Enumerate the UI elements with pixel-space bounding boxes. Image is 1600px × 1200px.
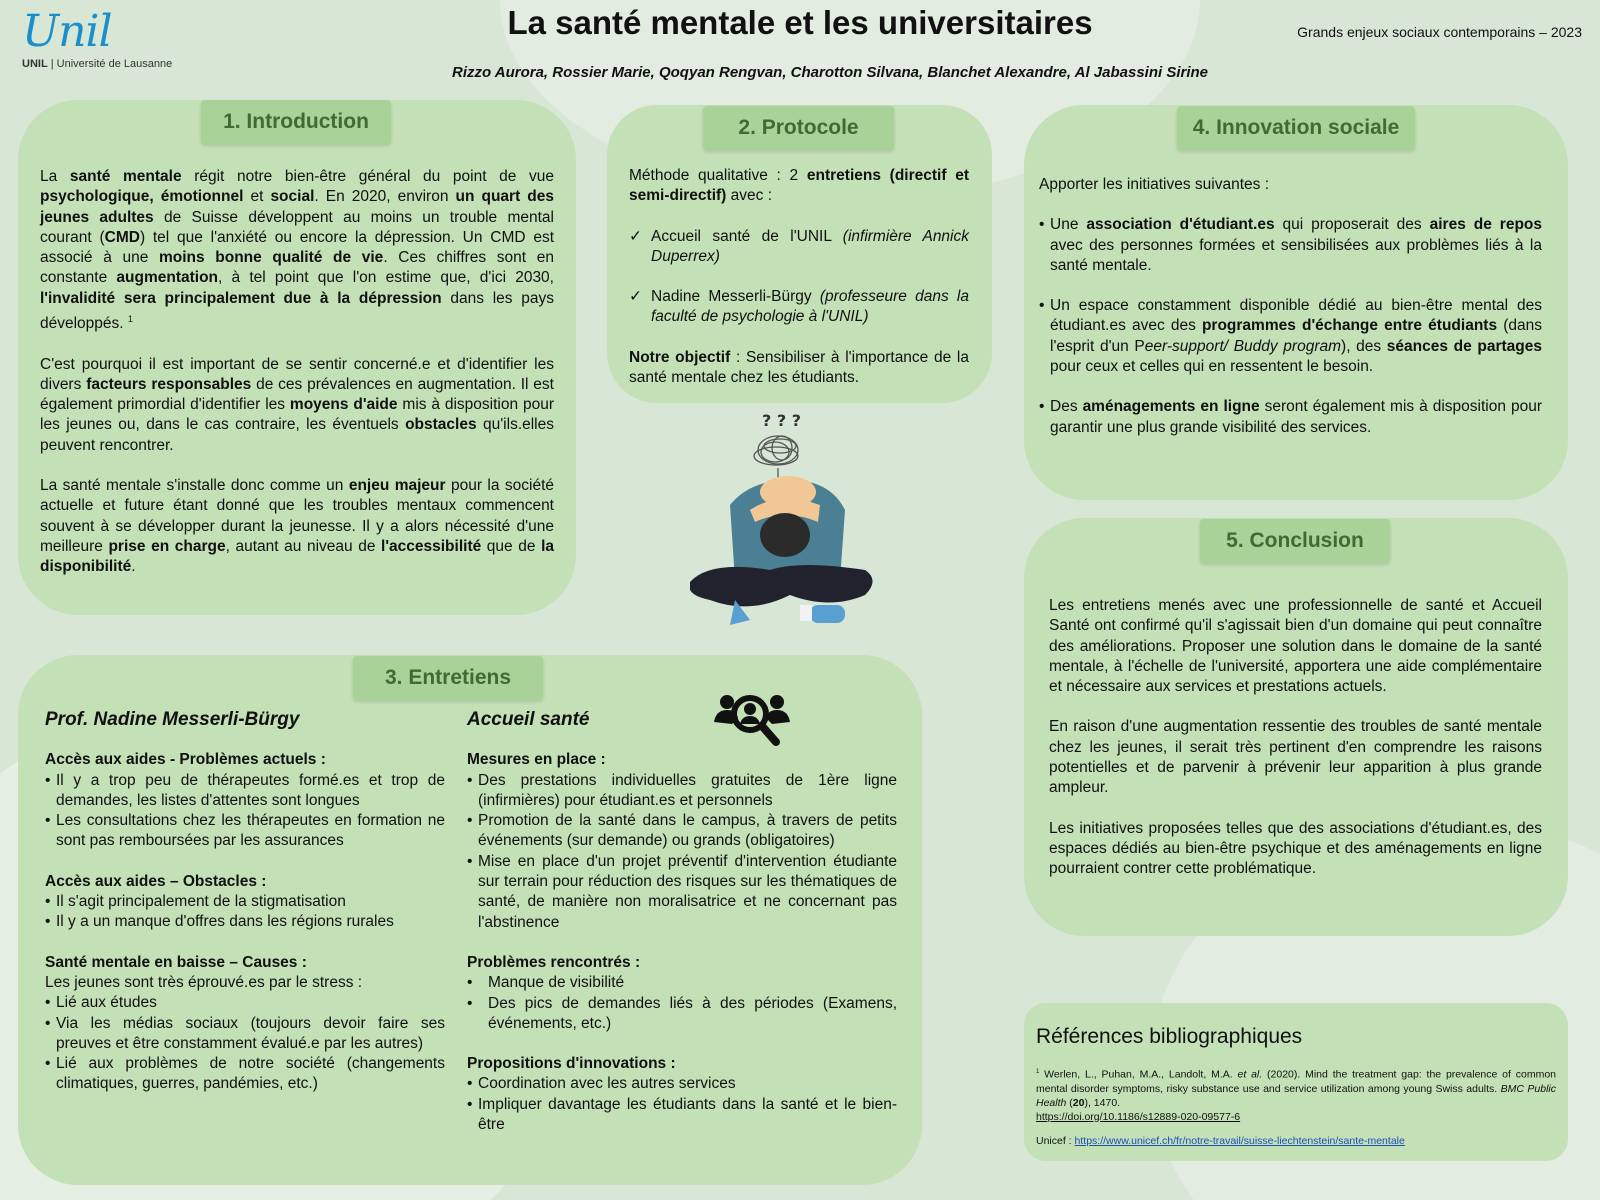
protocole-text: Méthode qualitative : 2 entretiens (directif et semi-directif) avec : ✓ Accueil santé de l'UNIL (infirmière Annick Duperrex) ✓ Nadine Messerli-Bürgy (professeure dans la faculté de psychologie à l'UNIL) Notre objectif : Sensibiliser à l'importance de la santé mentale chez les étudiants. [629,167,969,387]
conclusion-title: 5. Conclusion [1200,519,1390,563]
innovation-item: • Un espace constamment disponible dédié au bien-être mental des étudiant.es avec des programmes d'échange entre étudiants (dans l'esprit d'un Peer-support/ Buddy program), des séances de partages pour ceux et celles qui en ressentent le besoin. [1039,297,1542,376]
list-item: • Des pics de demandes liés à des périodes (Examens, événements, etc.) [467,994,897,1032]
list-item: • Impliquer davantage les étudiants dans la santé et le bien-être [467,1095,897,1134]
list-item: • Lié aux problèmes de notre société (changements climatiques, guerres, pandémies, etc.) [45,1055,445,1093]
list-item: • Les consultations chez les thérapeutes en formation ne sont pas remboursées par les assurances [45,812,445,850]
list-item: • Via les médias sociaux (toujours devoir faire ses preuves et être constamment évalué.e par les autres) [45,1014,445,1052]
poster-title: La santé mentale et les universitaires [507,4,1093,41]
introduction-title: 1. Introduction [201,100,391,144]
reference-item: $^1$ Werlen, L., Puhan, M.A., Landolt, M.A. et al. (2020). Mind the treatment gap: the prevalence of common mental disorder symptoms, risky substance use and service utilization among young Swiss adults. BMC Public Health (20), 1470. https://doi.org/10.1186/s12889-020-09577-6 [1036,1068,1557,1123]
section-heading: Propositions d'innovations : [467,1055,676,1073]
list-item: • Il y a un manque d'offres dans les régions rurales [45,913,394,931]
introduction-text: La santé mentale régit notre bien-être général du point de vue psychologique, émotionnel et social. En 2020, environ un quart des jeunes adultes de Suisse développent au moins un trouble mental courant (CMD) tel que l'anxiété ou encore la dépression. Un CMD est associé à une moins bonne qualité de vie. Ces chiffres sont en constante augmentation, à tel point que l'on estime que, d'ici 2030, l'invalidité sera principalement due à la dépression dans les pays développés. $^1$ C'est pourquoi il est important de se sentir concerné.e et d'identifier les divers facteurs responsables de ces prévalences en augmentation. Il est également primordial d'identifier les moyens d'aide mis à disposition pour les jeunes ou, dans le cas contraire, les éventuels obstacles qu'ils.elles peuvent rencontrer. La santé mentale s'installe donc comme un enjeu majeur pour la société actuelle et future étant donné que les troubles mentaux commencent souvent à se développer durant la jeunesse. Il y a alors nécessité d'une meilleure prise en charge, autant au niveau de l'accessibilité que de la disponibilité. [40,168,555,576]
section-intro: Les jeunes sont très éprouvé.es par le stress : [45,973,363,991]
innovation-text: Apporter les initiatives suivantes : • Une association d'étudiant.es qui proposerait des aires de repos avec des personnes formées et sensibilisées aux problèmes liés à la santé mentale. • Un espace constamment disponible dédié au bien-être mental des étudiant.es avec des programmes d'échange entre étudiants (dans l'esprit d'un Peer-support/ Buddy program), des séances de partages pour ceux et celles qui en ressentent le besoin. • Des aménagements en ligne seront également mis à disposition pour garantir une plus grande visibilité des services. [1039,175,1542,438]
list-item: • Promotion de la santé dans le campus, à travers de petits événements (sur demande) ou grands (obligatoires) [467,812,897,850]
authors-line: Rizzo Aurora, Rossier Marie, Qoqyan Rengvan, Charotton Silvana, Blanchet Alexandre, Al Jabassini Sirine [451,64,1209,81]
innovation-item: • Une association d'étudiant.es qui proposerait des aires de repos avec des personnes formées et sensibilisées aux problèmes liés à la santé mentale. [1039,216,1542,274]
interviewee-heading: Prof. Nadine Messerli-Bürgy [45,709,300,730]
entretiens-title: 3. Entretiens [353,656,543,700]
doi-link[interactable]: https://doi.org/10.1186/s12889-020-09577-6 [1036,1110,1241,1123]
innovation-item: • Des aménagements en ligne seront également mis à disposition pour garantir une plus grande visibilité des services. [1039,398,1542,436]
section-heading: Mesures en place : [467,751,606,769]
check-icon: ✓ [629,288,642,306]
section-heading: Accès aux aides – Obstacles : [45,872,267,890]
question-marks: ? ? ? [762,411,801,430]
references-body [1036,1065,1556,1148]
references-card [1024,1003,1568,1161]
list-item: • Des prestations individuelles gratuites de 1ère ligne (infirmières) pour étudiant.es et personnels [467,771,897,809]
protocole-title: 2. Protocole [703,106,894,150]
course-label: Grands enjeux sociaux contemporains – 2023 [1297,24,1582,40]
list-item: • Il s'agit principalement de la stigmatisation [45,893,346,911]
section-heading: Problèmes rencontrés : [467,953,641,971]
protocole-item: ✓ Accueil santé de l'UNIL (infirmière Annick Duperrex) [629,227,969,268]
conclusion-text: Les entretiens menés avec une professionnelle de santé et Accueil Santé ont confirmé qu'il s'agissait bien d'un domaine qui peut connaître des améliorations. Proposer une solution dans le domaine de la santé mentale, à l'échelle de l'université, apportera une aide complémentaire et nécessaire aux services et prestations actuels. En raison d'une augmentation ressentie des troubles de santé mentale chez les jeunes, il serait très pertinent d'en comprendre les raisons potentielles et de parvenir à prévenir leur apparition à plus grande ampleur. Les initiatives proposées telles que des associations d'étudiant.es, des espaces dédiés au bien-être psychique et des aménagements en ligne pourraient contrer cette problématique. [1049,597,1542,878]
list-item: • Coordination avec les autres services [467,1075,736,1093]
unicef-link[interactable]: https://www.unicef.ch/fr/notre-travail/suisse-liechtenstein/sante-mentale [1074,1134,1405,1147]
section-heading: Santé mentale en baisse – Causes : [45,953,307,971]
list-item: • Manque de visibilité [467,974,625,992]
section-heading: Accès aux aides - Problèmes actuels : [45,751,326,769]
check-icon: ✓ [629,227,642,245]
list-item: • Mise en place d'un projet préventif d'intervention étudiante sur terrain pour réduction des risques sur les thématiques de santé, de manière non moralisatrice et ne concernant pas l'abstinence [467,852,897,931]
list-item: • Il y a trop peu de thérapeutes formé.es et trop de demandes, les listes d'attentes sont longues [45,771,445,809]
protocole-item: ✓ Nadine Messerli-Bürgy (professeure dans la faculté de psychologie à l'UNIL) [629,287,969,328]
interviewee-heading: Accueil santé [467,709,590,730]
entretiens-left-column [45,710,445,1095]
logo-subtitle: UNIL | Université de Lausanne [22,58,173,70]
entretiens-right-column [467,710,897,1135]
footnote-marker: 1 [127,314,133,325]
unil-logo [22,8,202,74]
reference-item: Unicef : https://www.unicef.ch/fr/notre-travail/suisse-liechtenstein/sante-mentale [1036,1134,1405,1147]
logo-mark: Unil [22,6,112,57]
stressed-student-illustration [690,410,890,648]
list-item: • Lié aux études [45,994,157,1012]
references-title: Références bibliographiques [1036,1025,1303,1048]
innovation-title: 4. Innovation sociale [1177,106,1415,150]
